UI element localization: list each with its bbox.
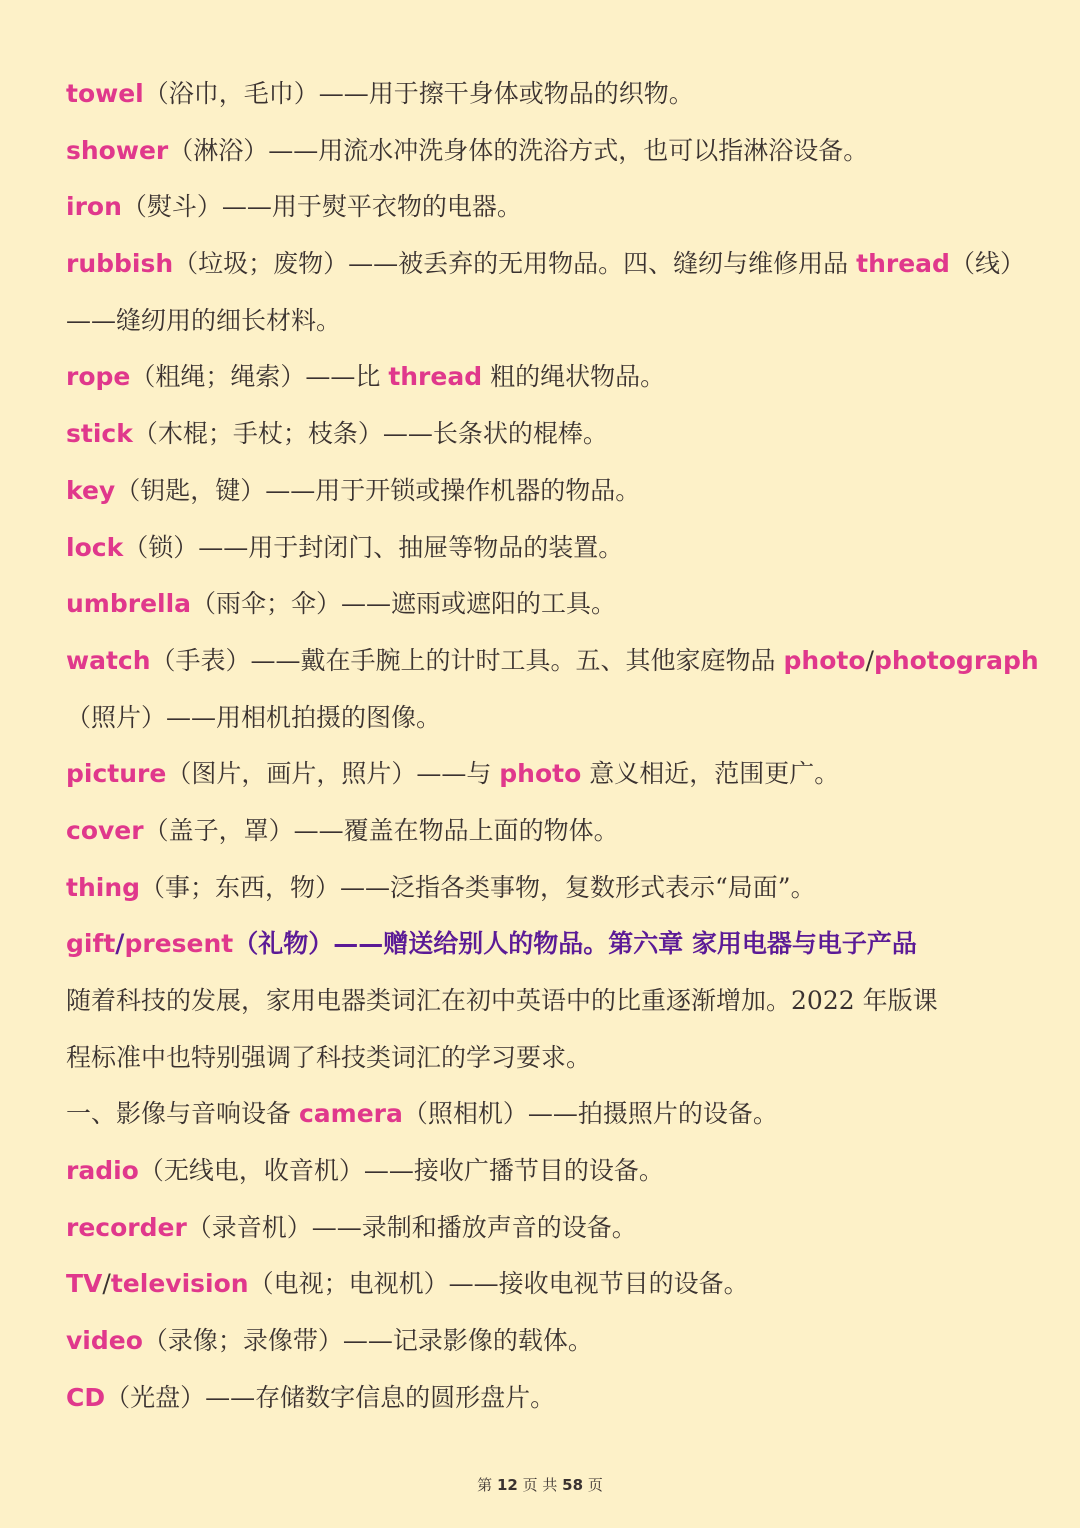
total-page-count: 58 (562, 1476, 584, 1494)
english-word: photograph (873, 645, 1039, 675)
vocabulary-list (66, 66, 1039, 1427)
definition: （雨伞；伞）——遮雨或遮阳的工具。 (191, 589, 617, 619)
english-word: umbrella (66, 589, 192, 619)
definition: ——缝纫用的细长材料。 (66, 305, 342, 335)
definition: （照片）——用相机拍摄的图像。 (66, 702, 442, 732)
footer-prefix: 第 (477, 1476, 493, 1494)
entry-gift-chapter-heading (66, 916, 1026, 973)
definition: （光盘）——存储数字信息的圆形盘片。 (105, 1382, 556, 1412)
entry-rope (66, 349, 1026, 406)
definition: （锁）——用于封闭门、抽屉等物品的装置。 (123, 532, 624, 562)
definition: （线） (949, 249, 1025, 279)
english-word: cover (66, 815, 144, 845)
definition: （垃圾；废物）——被丢弃的无用物品。四、缝纫与维修用品 (173, 249, 857, 279)
section-heading: 一、影像与音响设备 (66, 1099, 299, 1129)
entry-camera (66, 1086, 1026, 1143)
entry-lock (66, 520, 1026, 577)
english-word: video (66, 1326, 143, 1356)
separator: / (865, 645, 874, 675)
english-word: key (66, 475, 116, 505)
separator: / (102, 1269, 111, 1299)
current-page-number: 12 (496, 1476, 518, 1494)
entry-umbrella (66, 576, 1026, 633)
english-word: shower (66, 135, 169, 165)
english-word: TV (66, 1269, 103, 1299)
entry-key (66, 463, 1026, 520)
page-footer (0, 1474, 1080, 1495)
definition: （录音机）——录制和播放声音的设备。 (186, 1212, 637, 1242)
definition: （电视；电视机）——接收电视节目的设备。 (248, 1269, 749, 1299)
entry-towel (66, 66, 1026, 123)
english-word: lock (66, 532, 124, 562)
definition: （淋浴）——用流水冲洗身体的洗浴方式，也可以指淋浴设备。 (168, 135, 869, 165)
english-word: thread (388, 362, 483, 392)
footer-suffix: 页 (587, 1476, 603, 1494)
definition: （钥匙，键）——用于开锁或操作机器的物品。 (115, 475, 641, 505)
entry-tv (66, 1256, 1026, 1313)
english-word: photo (783, 645, 866, 675)
definition: （粗绳；绳索）——比 (130, 362, 389, 392)
footer-mid: 页 共 (522, 1476, 558, 1494)
paragraph-text: 程标准中也特别强调了科技类词汇的学习要求。 (66, 1042, 592, 1072)
definition: （无线电，收音机）——接收广播节目的设备。 (138, 1156, 664, 1186)
entry-shower (66, 123, 1026, 180)
entry-cd (66, 1370, 1026, 1427)
entry-radio (66, 1143, 1026, 1200)
paragraph-text: 随着科技的发展，家用电器类词汇在初中英语中的比重逐渐增加。2022 年版课 (66, 986, 938, 1015)
english-word: CD (66, 1382, 106, 1412)
english-word: photo (499, 759, 582, 789)
english-word: camera (298, 1099, 403, 1129)
entry-rubbish (66, 236, 1026, 293)
definition: 意义相近，范围更广。 (581, 759, 840, 789)
definition: （图片，画片，照片）——与 (166, 759, 500, 789)
definition: （盖子，罩）——覆盖在物品上面的物体。 (143, 815, 619, 845)
english-word: thread (856, 249, 950, 279)
english-word: rope (66, 362, 131, 392)
definition: （浴巾，毛巾）——用于擦干身体或物品的织物。 (143, 79, 694, 108)
english-word: gift (66, 929, 116, 959)
english-word: radio (66, 1156, 139, 1186)
entry-photo-continued (66, 690, 1026, 747)
entry-recorder (66, 1200, 1026, 1257)
definition: （录像；录像带）——记录影像的载体。 (142, 1326, 593, 1356)
entry-watch (66, 633, 1039, 690)
chapter-heading: （礼物）——赠送给别人的物品。第六章 家用电器与电子产品 (233, 929, 917, 959)
entry-video (66, 1313, 1026, 1370)
definition: （熨斗）——用于熨平衣物的电器。 (121, 192, 522, 222)
intro-paragraph-line-1 (66, 973, 1026, 1030)
english-word: towel (66, 79, 144, 108)
entry-thing (66, 860, 1026, 917)
definition: （照相机）——拍摄照片的设备。 (402, 1099, 778, 1129)
english-word: recorder (66, 1212, 187, 1242)
entry-cover (66, 803, 1026, 860)
english-word: iron (66, 192, 122, 222)
definition: （事；东西，物）——泛指各类事物，复数形式表示“局面”。 (140, 872, 816, 902)
english-word: thing (66, 872, 141, 902)
english-word: stick (66, 419, 133, 449)
entry-iron (66, 179, 1026, 236)
english-word: television (110, 1269, 249, 1299)
entry-picture (66, 746, 1026, 803)
english-word: rubbish (66, 249, 174, 279)
entry-thread-continued (66, 293, 1026, 350)
intro-paragraph-line-2 (66, 1030, 1026, 1087)
entry-stick (66, 406, 1026, 463)
english-word: watch (66, 645, 151, 675)
separator: / (115, 929, 125, 959)
definition: （木棍；手杖；枝条）——长条状的棍棒。 (132, 419, 608, 449)
definition: 粗的绳状物品。 (482, 362, 666, 392)
english-word: picture (66, 759, 167, 789)
definition: （手表）——戴在手腕上的计时工具。五、其他家庭物品 (150, 645, 784, 675)
english-word: present (124, 929, 234, 959)
